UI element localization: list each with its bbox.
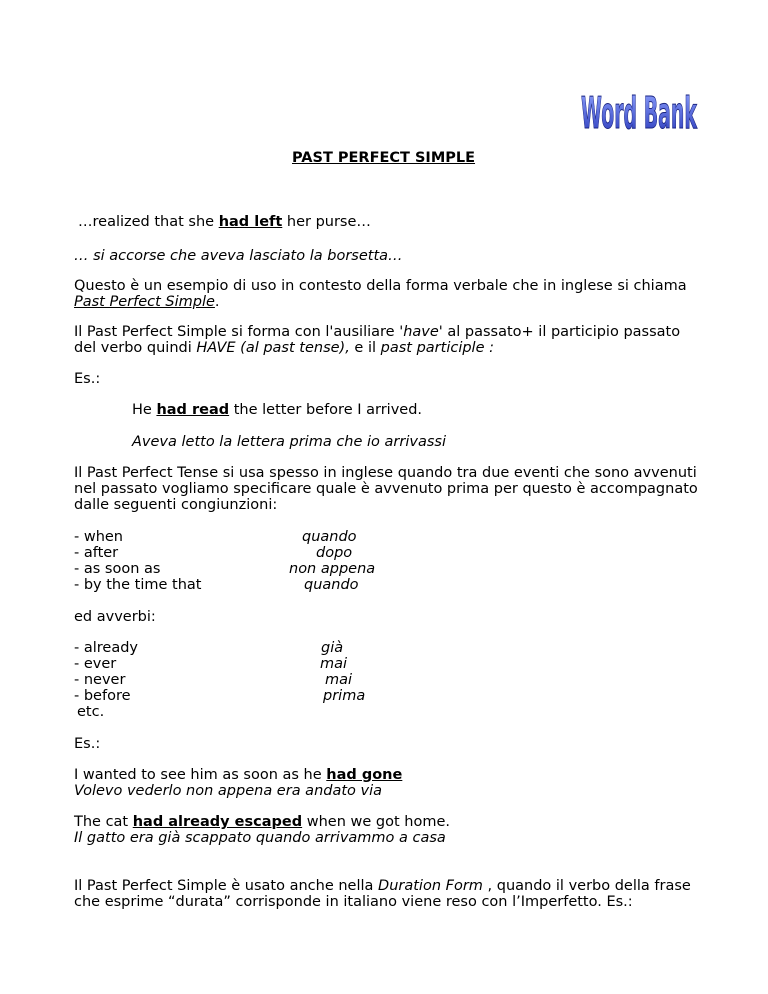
paragraph-3-line-1: Il Past Perfect Tense si usa spesso in inglese quando tra due eventi che sono avvenuti (74, 465, 697, 481)
es-label: Es.: (74, 371, 101, 387)
adverb-it: mai (320, 656, 348, 672)
adverbs-label: ed avverbi: (74, 609, 156, 625)
example-sentence-4 (74, 814, 450, 831)
adverb-it: mai (325, 672, 353, 688)
example-4-translation: Il gatto era già scappato quando arrivammo a casa (74, 830, 446, 846)
conjunction-it: non appena (289, 561, 376, 577)
example-1-post: her purse… (282, 214, 371, 230)
adverb-en: - ever (74, 656, 117, 672)
p2-l1-it: 'have' (399, 324, 443, 340)
example-3-translation: Volevo vederlo non appena era andato via (74, 783, 383, 799)
example-sentence-3 (74, 767, 402, 784)
paragraph-1-end: . (214, 294, 220, 310)
adverb-it: già (321, 640, 344, 656)
example-3-verb: had gone (326, 767, 403, 783)
example-1-verb: had left (218, 214, 283, 230)
page-title: PAST PERFECT SIMPLE (292, 150, 476, 166)
paragraph-3-line-3: dalle seguenti congiunzioni: (74, 497, 278, 513)
example-2-pre: He (132, 402, 157, 418)
conjunction-en: - by the time that (74, 577, 202, 593)
adverb-en: - before (74, 688, 131, 704)
past-perfect-simple-link: Past Perfect Simple (74, 294, 215, 310)
paragraph-1-line-2 (74, 294, 220, 311)
example-2-translation: Aveva letto la lettera prima che io arrivassi (132, 434, 446, 450)
example-4-pre: The cat (74, 814, 133, 830)
p4-l1-it: Duration Form (378, 878, 483, 894)
p2-l1-a: Il Past Perfect Simple si forma con l'ausiliare (74, 324, 400, 340)
paragraph-3-line-2: nel passato vogliamo specificare quale è avvenuto prima per questo è accompagnato (74, 481, 698, 497)
example-sentence-1 (78, 214, 371, 231)
es-label-2: Es.: (74, 736, 101, 752)
p2-l2-b: e il (349, 340, 381, 356)
paragraph-4-line-1 (74, 878, 691, 895)
adverb-it: prima (323, 688, 366, 704)
example-4-post: when we got home. (302, 814, 450, 830)
paragraph-2-line-1 (74, 324, 680, 341)
example-1-pre: …realized that she (78, 214, 219, 230)
conjunction-it: quando (304, 577, 359, 593)
conjunction-en: - after (74, 545, 119, 561)
etc-text: etc. (77, 704, 105, 720)
word-bank-logo (578, 84, 700, 134)
logo-text: Word Bank (581, 88, 698, 134)
p2-l2-it2: past participle : (380, 340, 494, 356)
conjunction-en: - as soon as (74, 561, 161, 577)
adverb-en: - never (74, 672, 126, 688)
p4-l1-a: Il Past Perfect Simple è usato anche nella (74, 878, 379, 894)
p2-l2-a: del verbo quindi (74, 340, 197, 356)
paragraph-4-line-2: che esprime “durata” corrisponde in italiano viene reso con l’Imperfetto. Es.: (74, 894, 633, 910)
example-sentence-2 (132, 402, 422, 419)
example-4-verb: had already escaped (132, 814, 303, 830)
paragraph-2-line-2 (74, 340, 494, 357)
example-3-pre: I wanted to see him as soon as he (74, 767, 327, 783)
example-2-verb: had read (156, 402, 230, 418)
p2-l2-it: HAVE (al past tense), (196, 340, 350, 356)
example-1-translation: … si accorse che aveva lasciato la borsetta… (74, 248, 403, 264)
example-2-post: the letter before I arrived. (229, 402, 423, 418)
p4-l1-b: , quando il verbo della frase (482, 878, 691, 894)
conjunction-en: - when (74, 529, 124, 545)
p2-l1-b: al passato+ il participio passato (442, 324, 681, 340)
conjunction-it: quando (302, 529, 357, 545)
adverb-en: - already (74, 640, 138, 656)
paragraph-1-line-1: Questo è un esempio di uso in contesto della forma verbale che in inglese si chiama (74, 278, 687, 294)
conjunction-it: dopo (316, 545, 353, 561)
